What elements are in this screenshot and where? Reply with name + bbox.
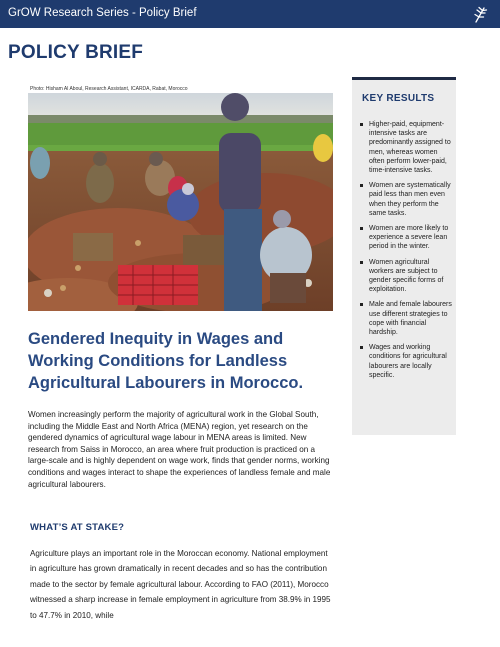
series-title: GrOW Research Series - Policy Brief (8, 7, 197, 19)
list-item (360, 300, 452, 337)
section-heading: WHAT’S AT STAKE? (30, 522, 125, 533)
top-banner (0, 0, 500, 28)
key-result-text: Higher-paid, equipment-intensive tasks are predominantly assigned to men, whereas women often perform lower-paid, time-intensive tasks. (369, 121, 451, 175)
key-result-text: Wages and working conditions for agricultural labourers are locally specific. (369, 344, 447, 379)
bullet-icon (360, 303, 363, 306)
key-results-heading: KEY RESULTS (362, 93, 435, 104)
bullet-icon (360, 227, 363, 230)
bullet-icon (360, 261, 363, 264)
intro-paragraph: Women increasingly perform the majority of agricultural work in the Global South, including the Middle East and North Africa (MENA) region, yet research on the gendered dynamics of agricultural wage labour in MENA areas is limited. New research from Saiss in Morocco, an area where fruit production is practiced on a large-scale and is highly dependent on wage work, finds that gender norms, working conditions and wages interact to shape the experiences of landless female and male agricultural labourers. (28, 410, 331, 489)
key-result-text: Women are systematically paid less than men even when they perform the same tasks. (369, 182, 451, 217)
policy-brief-title: POLICY BRIEF (8, 42, 144, 63)
cover-photo (28, 93, 333, 311)
brief-headline: Gendered Inequity in Wages and Working Conditions for Landless Agricultural Labourers in Morocco. (28, 330, 304, 392)
key-result-text: Women agricultural workers are subject to gender specific forms of exploitation. (369, 258, 444, 294)
list-item (360, 181, 452, 218)
photo-credit: Photo: Hisham Al Aboul, Research Assistant, ICARDA, Rabat, Morocco (30, 86, 188, 92)
list-item (360, 120, 452, 175)
list-item (360, 343, 452, 380)
key-result-text: Women are more likely to experience a severe lean period in the winter. (369, 225, 449, 251)
key-result-text: Male and female labourers use different strategies to cope with financial hardship. (369, 301, 452, 337)
bullet-icon (360, 346, 363, 349)
bullet-icon (360, 184, 363, 187)
list-item (360, 258, 452, 295)
bullet-icon (360, 123, 363, 126)
section-body: Agriculture plays an important role in the Moroccan economy. National employment in agriculture has grown dramatically in recent decades and so has the contribution made to the sector by female agricultural labour. According to FAO (2011), Morocco witnessed a sharp increase in female employment in agriculture from 38.9% in 1995 to 47.7% in 2010, while (30, 549, 331, 620)
list-item (360, 224, 452, 252)
key-results-list (360, 120, 452, 386)
wheat-sprig-icon (470, 4, 490, 24)
key-results-sidebar (352, 77, 456, 435)
